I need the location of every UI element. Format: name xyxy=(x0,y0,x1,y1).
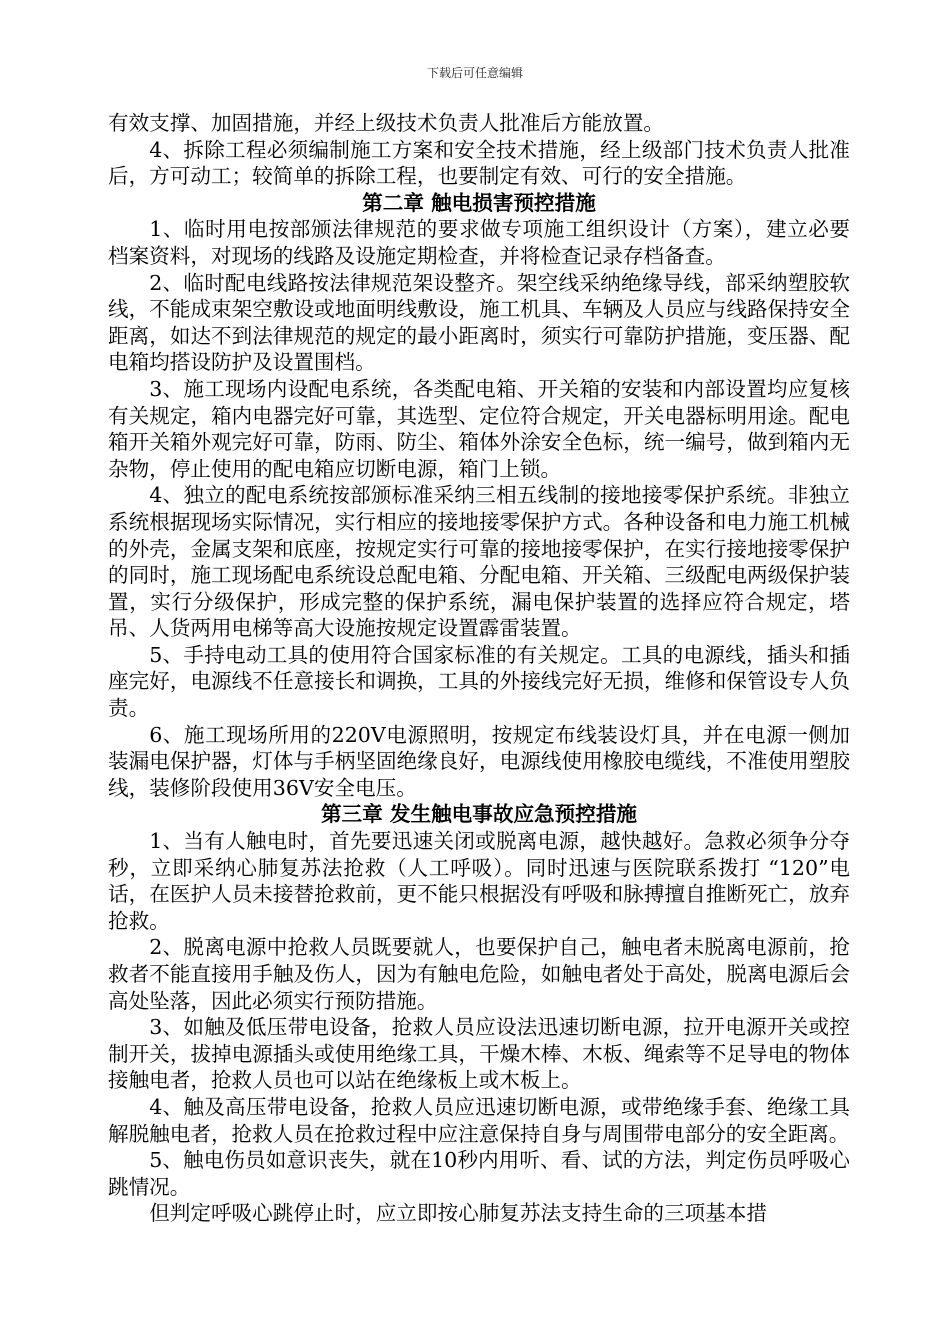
paragraph: 3、施工现场内设配电系统，各类配电箱、开关箱的安装和内部设置均应复核有关规定，箱内电器完好可靠，其选型、定位符合规定，开关电器标明用途。配电箱开关箱外观完好可靠，防雨、防尘、箱体外涂安全色标，统一编号，做到箱内无杂物，停止使用的配电箱应切断电源，箱门上锁。 xyxy=(108,376,850,481)
paragraph: 但判定呼吸心跳停止时，应立即按心肺复苏法支持生命的三项基本措 xyxy=(149,1201,767,1226)
paragraph: 4、独立的配电系统按部颁标准采纳三相五线制的接地接零保护系统。非独立系统根据现场实际情况，实行相应的接地接零保护方式。各种设备和电力施工机械的外壳，金属支架和底座，按规定实行可靠的接地接零保护，在实行接地接零保护的同时，施工现场配电系统设总配电箱、分配电箱、开关箱、三级配电两级保护装置，实行分级保护，形成完整的保护系统，漏电保护装置的选择应符合规定，塔吊、人货两用电梯等高大设施按规定设置霹雷装置。 xyxy=(108,483,850,641)
paragraph: 有效支撑、加固措施，并经上级技术负责人批准后方能放置。 xyxy=(108,111,665,135)
paragraph: 1、当有人触电时，首先要迅速关闭或脱离电源，越快越好。急救必须争分夺秒，立即采纳心肺复苏法抢救（人工呼吸）。同时迅速与医院联系拨打 “120”电话，在医护人员未接替抢救前，更不能只根据没有呼吸和脉搏擅自推断死亡，放弃抢救。 xyxy=(108,829,850,933)
page-header: 下载后可任意编辑 xyxy=(426,66,523,80)
paragraph: 2、脱离电源中抢救人员既要就人，也要保护自己，触电者未脱离电源前，抢救者不能直接用手触及伤人，因为有触电危险，如触电者处于高处，脱离电源后会高处坠落，因此必须实行预防措施。 xyxy=(108,935,850,1013)
paragraph: 4、触及高压带电设备，抢救人员应迅速切断电源，或带绝缘手套、绝缘工具解脱触电者，抢救人员在抢救过程中应注意保持自身与周围带电部分的安全距离。 xyxy=(108,1094,850,1146)
paragraph: 1、临时用电按部颁法律规范的要求做专项施工组织设计（方案），建立必要档案资料，对现场的线路及设施定期检查，并将检查记录存档备查。 xyxy=(108,217,850,268)
paragraph: 5、触电伤员如意识丧失，就在10秒内用听、看、试的方法，判定伤员呼吸心跳情况。 xyxy=(108,1148,850,1199)
paragraph: 3、如触及低压带电设备，抢救人员应设法迅速切断电源，拉开电源开关或控制开关，拔掉电源插头或使用绝缘工具，干燥木棒、木板、绳索等不足导电的物体接触电者，抢救人员也可以站在绝缘板上或木板上。 xyxy=(108,1015,850,1093)
document-body xyxy=(108,110,850,1227)
chapter-heading: 第三章 发生触电事故应急预控措施 xyxy=(320,802,638,827)
paragraph: 2、临时配电线路按法律规范架设整齐。架空线采纳绝缘导线，部采纳塑胶软线，不能成束架空敷设或地面明线敷设，施工机具、车辆及人员应与线路保持安全距离，如达不到法律规范的规定的最小距离时，须实行可靠防护措施，变压器、配电箱均搭设防护及设置围档。 xyxy=(108,270,850,375)
paragraph: 5、手持电动工具的使用符合国家标准的有关规定。工具的电源线，插头和插座完好，电源线不任意接长和调换，工具的外接线完好无损，维修和保管设专人负责。 xyxy=(108,642,850,721)
paragraph: 6、施工现场所用的220V电源照明，按规定布线装设灯具，并在电源一侧加装漏电保护器，灯体与手柄坚固绝缘良好，电源线使用橡胶电缆线，不准使用塑胶线，装修阶段使用36V安全电压。 xyxy=(108,722,850,800)
chapter-heading: 第二章 触电损害预控措施 xyxy=(362,190,596,215)
paragraph: 4、拆除工程必须编制施工方案和安全技术措施，经上级部门技术负责人批准后，方可动工；较简单的拆除工程，也要制定有效、可行的安全措施。 xyxy=(108,137,850,189)
